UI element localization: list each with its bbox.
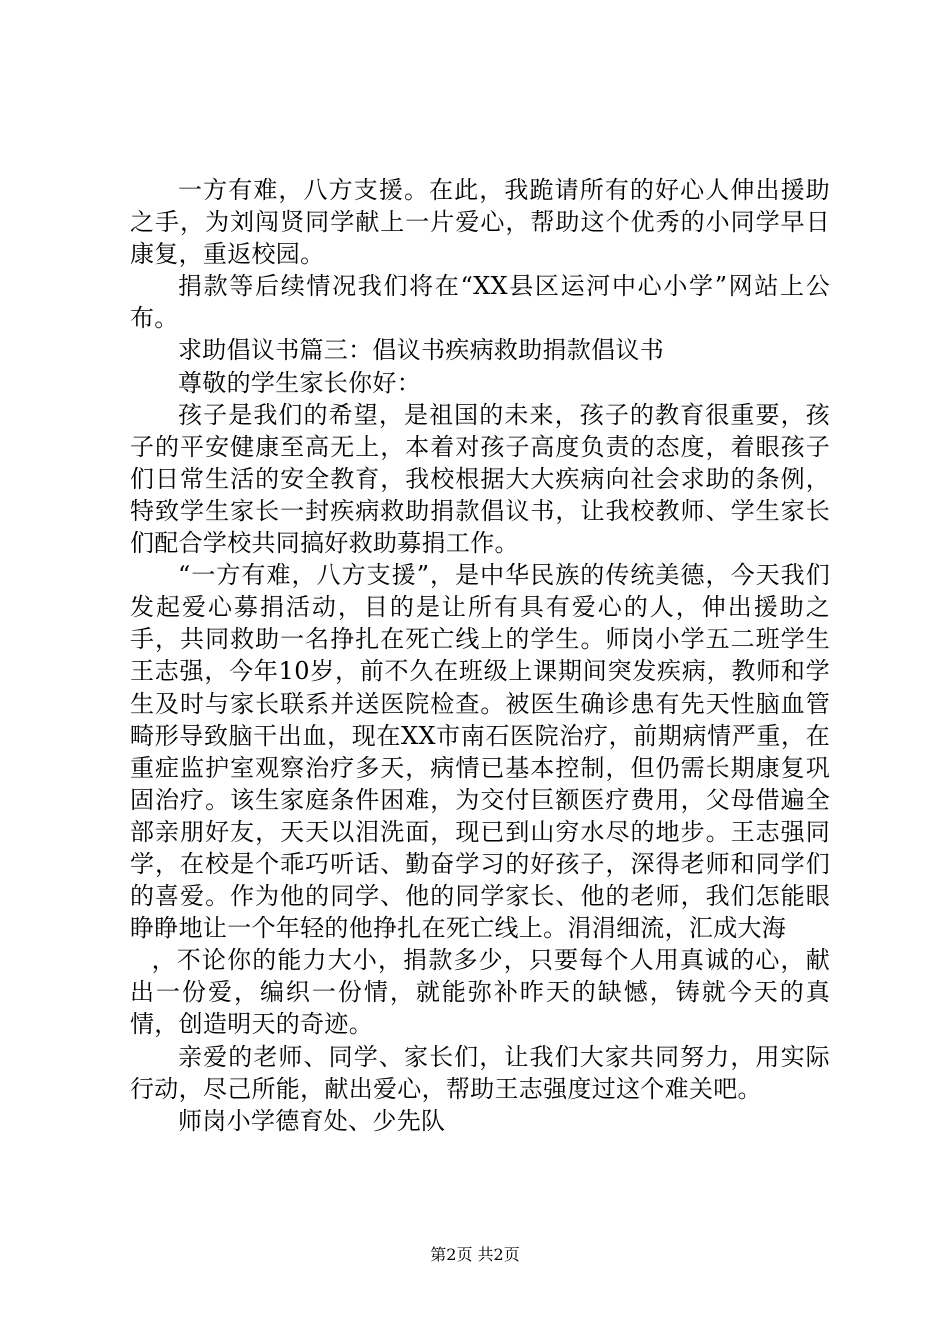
section-heading: 求助倡议书篇三：倡议书疾病救助捐款倡议书 [178,336,664,365]
document-body [130,174,830,1137]
salutation: 尊敬的学生家长你好： [178,368,421,397]
paragraph-closing-call: 亲爱的老师、同学、家长们，让我们大家共同努力，用实际行动，尽己所能，献出爱心，帮助王志强度过这个难关吧。 [130,1042,830,1103]
paragraph-donation-followup: 捐款等后续情况我们将在“XX县区运河中心小学”网站上公布。 [130,272,830,333]
paragraph-continuation: ，不论你的能力大小，捐款多少，只要每个人用真诚的心，献出一份爱，编织一份情，就能弥补昨天的缺憾，铸就今天的真情，创造明天的奇迹。 [130,946,830,1039]
paragraph-case-description: “一方有难，八方支援”，是中华民族的传统美德，今天我们发起爱心募捐活动，目的是让所有具有爱心的人，伸出援助之手，共同救助一名挣扎在死亡线上的学生。师岗小学五二班学生王志强，今年10岁，前不久在班级上课期间突发疾病，教师和学生及时与家长联系并送医院检查。被医生确诊患有先天性脑血管畸形导致脑干出血，现在XX市南石医院治疗，前期病情严重，在重症监护室观察治疗多天，病情已基本控制，但仍需长期康复巩固治疗。该生家庭条件困难，为交付巨额医疗费用，父母借遍全部亲朋好友，天天以泪洗面，现已到山穷水尽的地步。王志强同学，在校是个乖巧听话、勤奋学习的好孩子，深得老师和同学们的喜爱。作为他的同学、他的同学家长、他的老师，我们怎能眼睁睁地让一个年轻的他挣扎在死亡线上。涓涓细流，汇成大海 [130,561,830,943]
page-number-footer: 第2页 共2页 [430,1245,520,1264]
paragraph-appeal: 一方有难，八方支援。在此，我跪请所有的好心人伸出援助之手，为刘闯贤同学献上一片爱心，帮助这个优秀的小同学早日康复，重返校园。 [130,176,830,269]
paragraph-introduction: 孩子是我们的希望，是祖国的未来，孩子的教育很重要，孩子的平安健康至高无上，本着对孩子高度负责的态度，着眼孩子们日常生活的安全教育，我校根据大大疾病向社会求助的条例，特致学生家长一封疾病救助捐款倡议书，让我校教师、学生家长们配合学校共同搞好救助募捐工作。 [130,400,830,558]
signature-line: 师岗小学德育处、少先队 [178,1106,446,1135]
